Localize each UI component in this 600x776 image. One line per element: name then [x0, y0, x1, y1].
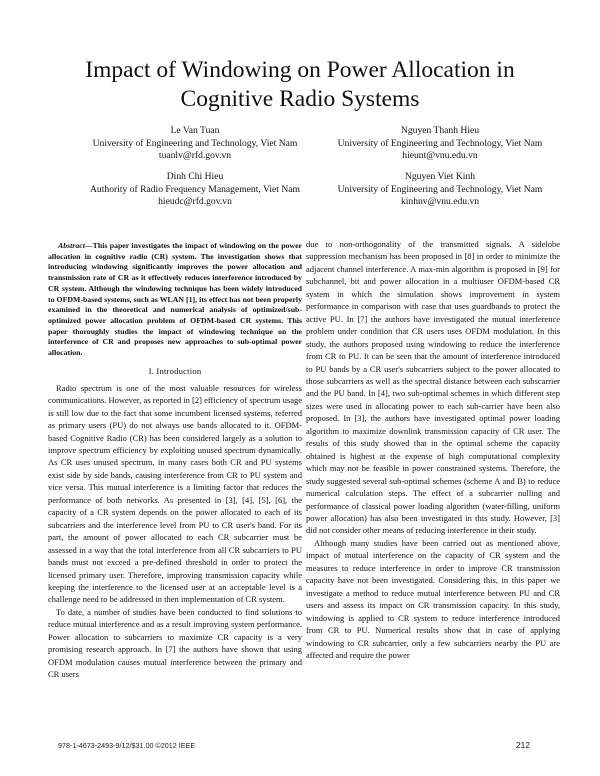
- author-affiliation: University of Engineering and Technology, Viet Nam: [337, 183, 543, 195]
- author-email: hieunt@vnu.edu.vn: [402, 150, 478, 162]
- abstract-label: Abstract: [58, 241, 85, 250]
- body-paragraph: To date, a number of studies have been conducted to find solutions to reduce mutual interference and as a result improving system performance. Power allocation to subcarriers to maximize CR capacity is a very promising research approach. In [7] the authors have shown that using OFDM modulation causes mutual interference between the primary and CR users: [48, 606, 302, 680]
- author-block-4: [290, 171, 590, 209]
- paper-title: [40, 56, 560, 114]
- author-affiliation: University of Engineering and Technology, Viet Nam: [92, 137, 298, 149]
- section-heading-introduction: I. Introduction: [148, 365, 202, 376]
- right-column: [306, 238, 560, 661]
- abstract-text: —This paper investigates the impact of windowing on the power allocation in cognitive radio (CR) system. The investigation shows that introducing windowing significantly improves the power allocation and transmission rate of CR as it effectively reduces interference introduced by CR system. Although the windowing technique has been widely introduced to OFDM-based systems, such as WLAN [1], its effect has not been properly examined in the theoretical and numerical analysis of optimized/sub-optimized power allocation problem of OFDM-based CR systems. This paper thoroughly studies the impact of windowing technique on the interference of CR and proposes new approaches to sub-optimal power allocation.: [48, 241, 302, 358]
- paper-title-line-2: Cognitive Radio Systems: [180, 86, 420, 112]
- author-affiliation: Authority of Radio Frequency Management, Viet Nam: [90, 183, 300, 195]
- author-name: Nguyen Thanh Hieu: [400, 125, 480, 136]
- author-block-2: [290, 125, 590, 163]
- left-column: [48, 241, 302, 681]
- author-email: hieudc@rfd.gov.vn: [158, 196, 232, 208]
- abstract: [48, 241, 302, 359]
- footer-isbn: 978-1-4673-2493-9/12/$31.00 ©2012 IEEE: [58, 741, 196, 750]
- author-email: kinhnv@vnu.edu.vn: [400, 196, 480, 208]
- paper-title-line-1: Impact of Windowing on Power Allocation in: [85, 57, 515, 83]
- body-paragraph: Radio spectrum is one of the most valuable resources for wireless communications. However, as reported in [2] efficiency of spectrum usage is still low due to the fact that some incumbent licensed systems, referred as primary users (PU) do not always use bands allocated to it. OFDM-based Cognitive Radio (CR) has been considered largely as a solution to improve spectrum efficiency by exploiting unused spectrum dynamically. As CR uses unused spectrum, in many cases both CR and PU systems exist side by side bands, causing interference from CR to PU system and vice versa. This mutual interference is a limiting factor that reduces the performance of both networks. As presented in [3], [4], [5], [6], the capacity of a CR system depends on the power allocated to each of its subcarriers and the interference level from PU to CR user's band. For its part, the amount of power allocated to each CR subcarrier must be assessed in a way that the total interference from all CR subcarriers to PU bands must not exceed a pre-defined threshold in order to protect the licensed primary user. Therefore, improving transmission capacity while keeping the interference to the licensed user at an acceptable level is a challenge need to be addressed in then implementation of CR system.: [48, 382, 302, 605]
- author-name: Dinh Chi Hieu: [166, 171, 224, 182]
- author-email: tuanlv@rfd.gov.vn: [158, 150, 232, 162]
- author-affiliation: University of Engineering and Technology, Viet Nam: [337, 137, 543, 149]
- body-paragraph: due to non-orthogonality of the transmitted signals. A sidelobe suppression mechanism has been proposed in [8] in order to minimize the adjacent channel interference. A max-min algorithm is proposed in [9] for subchannel, bit and power allocation in a multiuser OFDM-based CR system in which the simulation shows improvement in system performance in comparison with case that uses guardbands to protect the active PU. In [7] the authors have investigated the mutual interference problem under condition that CR users uses OFDM modulation. In this study, the authors proposed using windowing to reduce the interference from CR to PU. It can be seen that the amount of interference introduced to PU bands by a CR user's subcarriers subject to the power allocated to those subcarriers as well as the spectral distance between each subscarrier and the PU band. In [4], two sub-optimal schemes in which different step sizes were used in allocating power to each sub-carrier have been also proposed. In [3], the authors have investigated optimal power loading algorithm to maximize downlink transmission capacity of CR user. The results of this study showed that in the optimal scheme the capacity obtained is highest at the expense of high computational complexity which may not be feasible in power constrained systems. Therefore, the study suggested several sub-optimal schemes (scheme A and B) to reduce numerical calculation steps. The effect of a subcarrier nulling and performance of classical power loading algorithm (water-filling, uniform power allocation) has also been investigated in this study. However, [3] did not consider other means of reducing interference in their study.: [306, 239, 560, 536]
- page-number: 212: [516, 740, 530, 750]
- author-name: Nguyen Viet Kinh: [404, 171, 476, 182]
- author-name: Le Van Tuan: [170, 125, 220, 136]
- body-paragraph: Although many studies have been carried out as mentioned above, impact of mutual interference on the capacity of CR system and the measures to reduce interference in order to improve CR transmission capacity have not been investigated. Considering this, in this paper we investigate a method to reduce mutual interference between PU and CR users and assess its impact on CR transmission capacity. In this study, windowing is applied to CR system to reduce interference introduced from CR to PU. Numerical results show that in case of applying windowing to CR subcarrier, only a few subcarriers nearby the PU are affected and require the power: [306, 537, 560, 660]
